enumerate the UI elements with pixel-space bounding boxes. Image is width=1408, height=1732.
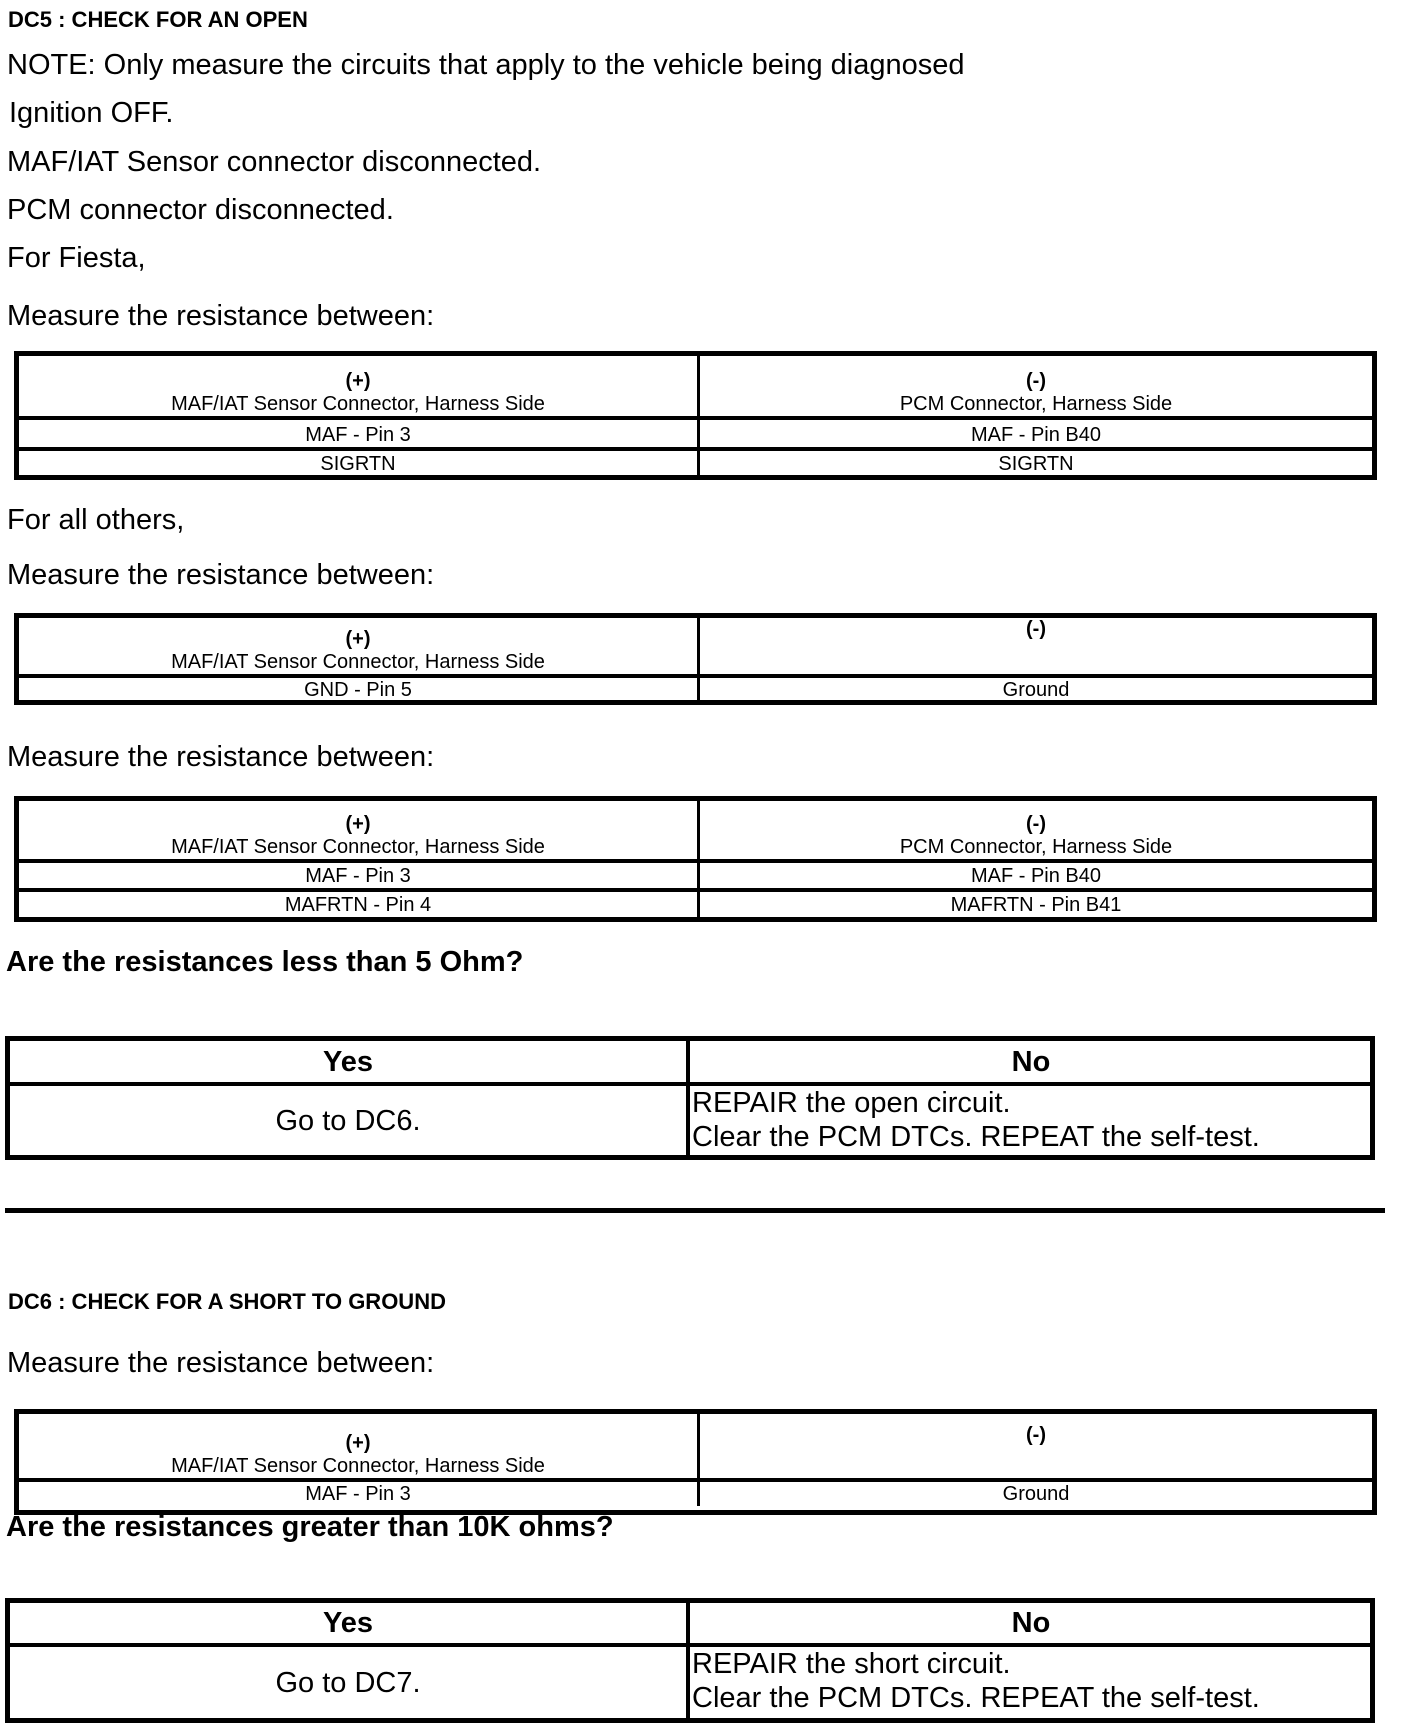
minus-header [700,1414,1372,1478]
minus-cell: SIGRTN [998,453,1074,475]
no-action-line-1: REPAIR the short circuit. [692,1648,1011,1680]
plus-label: MAF/IAT Sensor Connector, Harness Side [171,393,545,415]
ground-measure-table [14,613,1377,705]
measure-label: Measure the resistance between: [7,559,435,591]
dc6-measure-table [14,1409,1377,1515]
minus-label: PCM Connector, Harness Side [899,836,1173,858]
plus-label: MAF/IAT Sensor Connector, Harness Side [171,836,545,858]
table-header-row [19,801,1372,859]
measure-label: Measure the resistance between: [7,300,435,332]
table-row [19,1478,1372,1506]
no-action [690,1086,1370,1156]
maf-disconnected-text: MAF/IAT Sensor connector disconnected. [7,146,542,178]
table-row [19,859,1372,888]
table-header-row [19,356,1372,416]
table-row [19,888,1372,917]
minus-cell: MAF - Pin B40 [970,865,1102,887]
minus-cell: Ground [1002,679,1070,701]
minus-cell: Ground [1002,1483,1070,1505]
pcm-disconnected-text: PCM connector disconnected. [7,194,394,226]
plus-header [19,1414,700,1478]
fiesta-measure-table [14,351,1377,480]
plus-header [19,356,700,416]
dc5-title: DC5 : CHECK FOR AN OPEN [8,7,308,32]
minus-header [700,356,1372,416]
plus-symbol: (+) [345,1432,371,1454]
minus-header [700,618,1372,674]
yes-action[interactable] [10,1086,690,1156]
no-header: No [1011,1045,1051,1078]
result-header-row [10,1041,1370,1082]
minus-symbol: (-) [1026,370,1046,392]
minus-header [700,801,1372,859]
measure-label: Measure the resistance between: [7,1347,435,1379]
goto-dc6-link[interactable]: Go to DC6. [275,1105,421,1137]
plus-cell: MAFRTN - Pin 4 [19,892,700,917]
dc6-question: Are the resistances greater than 10K ohms? [6,1511,614,1543]
plus-header [19,801,700,859]
table-row [19,447,1372,476]
note-text: NOTE: Only measure the circuits that apply to the vehicle being diagnosed [7,49,965,81]
plus-symbol: (+) [345,628,371,650]
others-measure-table [14,796,1377,922]
no-header: No [1011,1607,1051,1639]
dc6-result-table [5,1598,1375,1723]
yes-header: Yes [10,1603,690,1643]
minus-cell: MAF - Pin B40 [970,424,1102,446]
plus-symbol: (+) [345,370,371,392]
ignition-off-text: Ignition OFF. [9,97,174,129]
plus-label: MAF/IAT Sensor Connector, Harness Side [171,651,545,673]
plus-cell: MAF - Pin 3 [19,863,700,888]
no-action-line-1: REPAIR the open circuit. [692,1087,1011,1119]
minus-symbol: (-) [1026,618,1046,640]
measure-label: Measure the resistance between: [7,741,435,773]
for-all-others-text: For all others, [7,504,185,536]
section-divider [5,1208,1385,1213]
plus-cell: MAF - Pin 3 [19,1482,700,1506]
dc5-result-table [5,1036,1375,1160]
table-row [19,674,1372,702]
plus-symbol: (+) [345,813,371,835]
plus-cell: GND - Pin 5 [19,678,700,702]
minus-cell: MAFRTN - Pin B41 [950,894,1122,916]
plus-label: MAF/IAT Sensor Connector, Harness Side [171,1455,545,1477]
result-row [10,1082,1370,1156]
minus-label: PCM Connector, Harness Side [899,393,1173,415]
plus-cell: SIGRTN [19,451,700,476]
no-action-line-2: Clear the PCM DTCs. REPEAT the self-test. [692,1121,1260,1153]
yes-header: Yes [10,1041,690,1082]
minus-symbol: (-) [1026,1424,1046,1446]
for-fiesta-text: For Fiesta, [7,242,146,274]
table-row [19,416,1372,447]
result-row [10,1643,1370,1719]
table-header-row [19,1414,1372,1478]
goto-dc7-link[interactable]: Go to DC7. [275,1667,421,1699]
result-header-row [10,1603,1370,1643]
yes-action[interactable] [10,1647,690,1719]
dc6-title: DC6 : CHECK FOR A SHORT TO GROUND [8,1289,446,1314]
dc5-question: Are the resistances less than 5 Ohm? [6,946,524,978]
minus-symbol: (-) [1026,813,1046,835]
no-action-line-2: Clear the PCM DTCs. REPEAT the self-test. [692,1682,1260,1714]
plus-header [19,618,700,674]
no-action [690,1647,1370,1719]
plus-cell: MAF - Pin 3 [19,420,700,447]
table-header-row [19,618,1372,674]
